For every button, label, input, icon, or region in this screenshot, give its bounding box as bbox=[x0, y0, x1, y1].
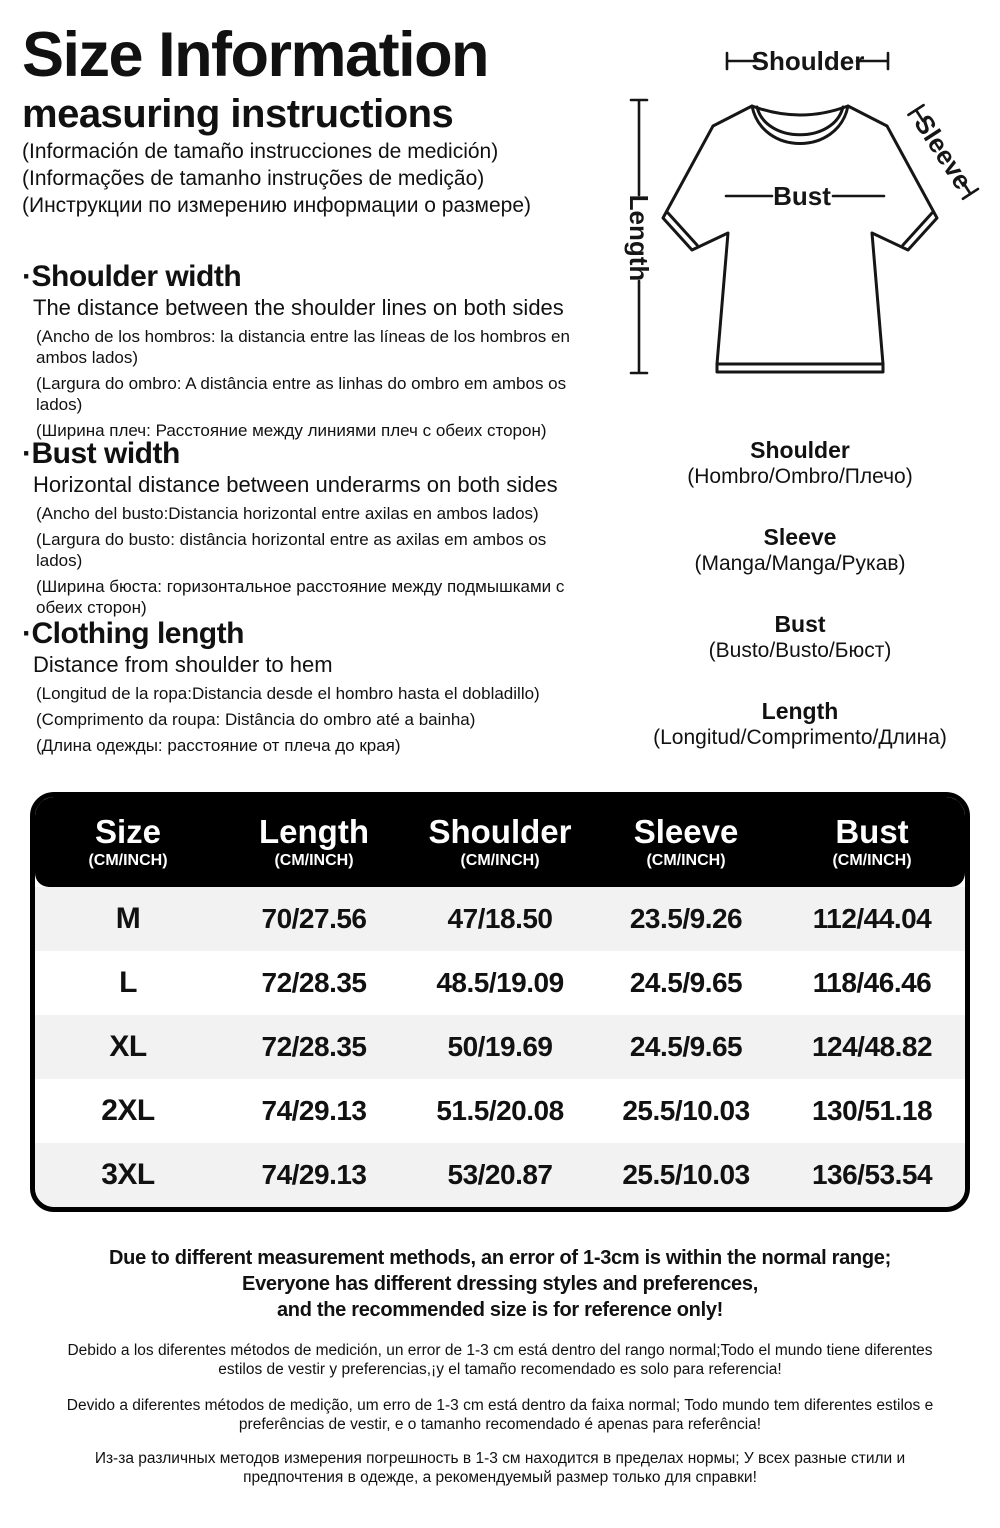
page-title: Size Information bbox=[22, 20, 489, 90]
table-cell: 136/53.54 bbox=[811, 1159, 933, 1190]
table-cell: 112/44.04 bbox=[812, 903, 932, 934]
table-cell: 2XL bbox=[101, 1094, 155, 1127]
disclaimer-russian: Из-за различных методов измерения погрешность в 1-3 см находится в пределах нормы; У всех разные стили и предпочтения в одежде, а рекомендуемый размер только для справки! bbox=[94, 1450, 906, 1486]
size-table-body bbox=[35, 887, 965, 1207]
table-cell: 118/46.46 bbox=[812, 967, 932, 998]
column-unit: (CM/INCH) bbox=[460, 852, 540, 869]
table-cell: 24.5/9.65 bbox=[629, 967, 743, 998]
measure-label-translation: (Longitud/Comprimento/Длина) bbox=[653, 726, 947, 749]
table-row-m bbox=[35, 887, 965, 951]
table-cell: XL bbox=[109, 1030, 147, 1063]
table-cell: 50/19.69 bbox=[447, 1031, 553, 1062]
section-translation-es: (Longitud de la ropa:Distancia desde el hombro hasta el dobladillo) bbox=[36, 684, 540, 703]
section-heading: ·Shoulder width bbox=[22, 260, 242, 293]
sleeve-measure-label: Sleeve bbox=[908, 109, 979, 195]
section-translation-pt: (Largura do busto: distância horizontal entre as axilas em ambos os lados) bbox=[36, 530, 547, 570]
measure-label-translation: (Busto/Busto/Бюст) bbox=[708, 639, 892, 662]
table-row-l bbox=[35, 951, 965, 1015]
table-row-3xl bbox=[35, 1143, 965, 1207]
measure-label-shoulder bbox=[605, 436, 995, 489]
table-cell: 3XL bbox=[101, 1158, 155, 1191]
measure-label-sleeve bbox=[605, 523, 995, 576]
section-description: The distance between the shoulder lines on both sides bbox=[33, 295, 564, 320]
table-cell: 74/29.13 bbox=[261, 1159, 367, 1190]
section-heading: ·Clothing length bbox=[22, 617, 244, 650]
disclaimer-english bbox=[30, 1245, 970, 1323]
column-header-shoulder bbox=[407, 814, 593, 870]
tshirt-outline bbox=[663, 106, 937, 372]
bust-measure-label: Bust bbox=[773, 181, 831, 211]
disclaimer-portuguese: Devido a diferentes métodos de medição, um erro de 1-3 cm está dentro da faixa normal; Todo mundo tem diferentes estilos e preferências de vestir, e o tamanho recomendado é apenas para referência! bbox=[66, 1397, 934, 1433]
table-cell: 25.5/10.03 bbox=[622, 1159, 750, 1190]
measure-label-translation: (Manga/Manga/Рукав) bbox=[694, 552, 906, 575]
table-cell: 124/48.82 bbox=[811, 1031, 933, 1062]
table-cell: 24.5/9.65 bbox=[629, 1031, 743, 1062]
subtitle-translation-es: (Información de tamaño instrucciones de medición) bbox=[22, 140, 499, 164]
column-label: Shoulder bbox=[428, 813, 572, 850]
measure-label-bust bbox=[605, 610, 995, 663]
table-cell: 72/28.35 bbox=[261, 1031, 367, 1062]
disclaimer-en-line1: Due to different measurement methods, an error of 1-3cm is within the normal range; bbox=[109, 1247, 891, 1269]
section-heading: ·Bust width bbox=[22, 437, 180, 470]
section-bust-width bbox=[22, 437, 612, 623]
measure-label-list bbox=[605, 436, 995, 784]
column-unit: (CM/INCH) bbox=[88, 852, 168, 869]
disclaimer-en-line2: Everyone has different dressing styles and preferences, bbox=[242, 1273, 758, 1295]
table-cell: 53/20.87 bbox=[447, 1159, 553, 1190]
shoulder-measure bbox=[727, 46, 888, 76]
subtitle-translation-ru: (Инструкции по измерению информации о размере) bbox=[22, 194, 532, 218]
measure-label-length bbox=[605, 697, 995, 750]
table-cell: 70/27.56 bbox=[261, 903, 367, 934]
measure-label-name: Length bbox=[761, 698, 839, 724]
column-label: Length bbox=[259, 813, 369, 850]
section-translation-es: (Ancho del busto:Distancia horizontal entre axilas en ambos lados) bbox=[36, 504, 539, 523]
tshirt-diagram-svg bbox=[600, 28, 1000, 412]
table-cell: 23.5/9.26 bbox=[629, 903, 743, 934]
table-cell: 51.5/20.08 bbox=[436, 1095, 564, 1126]
column-label: Size bbox=[94, 813, 162, 850]
section-clothing-length bbox=[22, 617, 612, 761]
table-row-xl bbox=[35, 1015, 965, 1079]
section-shoulder-width bbox=[22, 260, 612, 446]
shoulder-measure-label: Shoulder bbox=[751, 46, 865, 76]
section-translation-pt: (Largura do ombro: A distância entre as linhas do ombro em ambos os lados) bbox=[36, 374, 567, 414]
section-description: Horizontal distance between underarms on both sides bbox=[33, 472, 558, 497]
table-cell: M bbox=[115, 902, 141, 935]
measure-label-name: Shoulder bbox=[750, 437, 850, 463]
length-measure bbox=[624, 100, 654, 373]
column-unit: (CM/INCH) bbox=[274, 852, 354, 869]
section-translation-ru: (Ширина бюста: горизонтальное расстояние между подмышками с обеих сторон) bbox=[36, 577, 565, 617]
section-translation-ru: (Длина одежды: расстояние от плеча до края) bbox=[36, 736, 401, 755]
table-cell: 48.5/19.09 bbox=[436, 967, 564, 998]
column-unit: (CM/INCH) bbox=[832, 852, 912, 869]
disclaimer-en-line3: and the recommended size is for reference only! bbox=[276, 1299, 724, 1321]
table-cell: 47/18.50 bbox=[447, 903, 553, 934]
size-table bbox=[30, 792, 970, 1212]
section-translation-ru: (Ширина плеч: Расстояние между линиями плеч с обеих сторон) bbox=[36, 421, 547, 440]
size-table-header bbox=[35, 797, 965, 887]
column-label: Bust bbox=[835, 813, 909, 850]
measure-label-name: Sleeve bbox=[763, 524, 837, 550]
intro-block bbox=[22, 22, 612, 218]
measure-label-translation: (Hombro/Ombro/Плечо) bbox=[687, 465, 913, 488]
column-header-sleeve bbox=[593, 814, 779, 870]
section-description: Distance from shoulder to hem bbox=[33, 652, 333, 677]
table-row-2xl bbox=[35, 1079, 965, 1143]
length-measure-label: Length bbox=[624, 194, 654, 282]
tshirt-measurement-diagram bbox=[600, 28, 1000, 412]
column-header-bust bbox=[779, 814, 965, 870]
disclaimer-spanish: Debido a los diferentes métodos de medición, un error de 1-3 cm está dentro del rango normal;Todo el mundo tiene diferentes estilos de vestir y preferencias,¡y el tamaño recomendado es solo para referencia! bbox=[67, 1342, 933, 1378]
column-header-length bbox=[221, 814, 407, 870]
table-cell: L bbox=[119, 966, 137, 999]
column-label: Sleeve bbox=[633, 813, 739, 850]
table-cell: 130/51.18 bbox=[811, 1095, 933, 1126]
column-header-size bbox=[35, 814, 221, 870]
column-unit: (CM/INCH) bbox=[646, 852, 726, 869]
section-translation-pt: (Comprimento da roupa: Distância do ombro até a bainha) bbox=[36, 710, 476, 729]
subtitle-translation-pt: (Informações de tamanho instruções de medição) bbox=[22, 167, 485, 191]
table-cell: 74/29.13 bbox=[261, 1095, 367, 1126]
measure-label-name: Bust bbox=[774, 611, 826, 637]
page-subtitle: measuring instructions bbox=[22, 92, 454, 137]
table-cell: 72/28.35 bbox=[261, 967, 367, 998]
section-translation-es: (Ancho de los hombros: la distancia entre las líneas de los hombros en ambos lados) bbox=[36, 327, 570, 367]
table-cell: 25.5/10.03 bbox=[622, 1095, 750, 1126]
